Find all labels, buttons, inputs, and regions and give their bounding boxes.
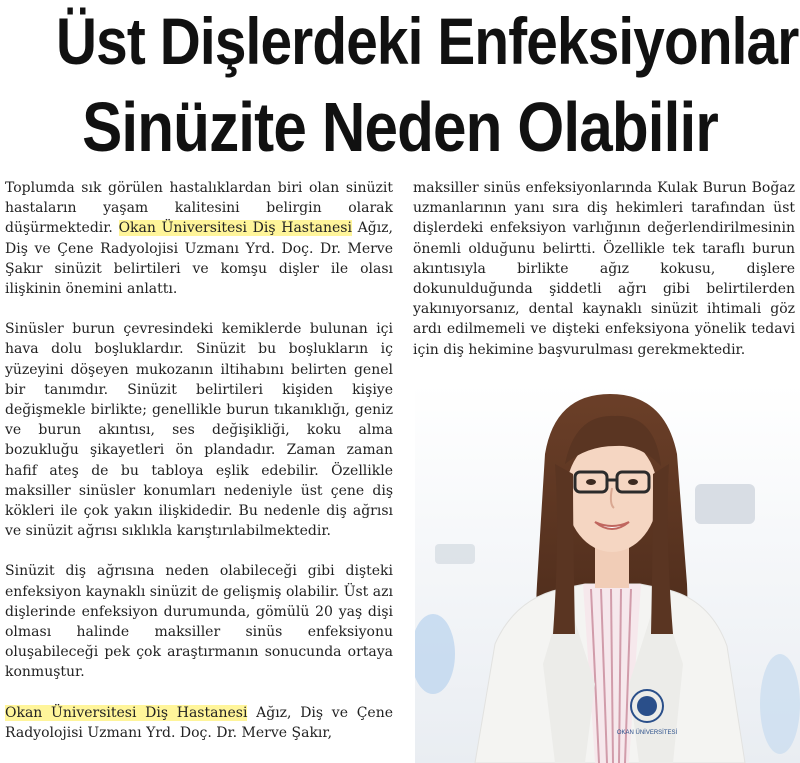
paragraph-sinus-definition: Sinüsler burun çevresindeki kemiklerde bulunan içi hava dolu boşluklardır. Sinüzit bu boşlukların iç yüzeyini döşeyen mukozanın iltihabını belirten genel bir tanımdır. Sinüzit belirtileri kişiden kişiye değişmekle birlikte; genellikle burun tıkanıklığı, geniz ve burun akıntısı, ses değişikliği, koku alma bozukluğu şikayetleri ön plandadır. Zaman zaman hafif ateş de bu tabloya eşlik edebilir. Özellikle maksiller sinüsler konumları nedeniyle üst çene diş kökleri ile çok yakın ilişkidedir. Bu nedenle diş ağrısı ve sinüzit ağrısı sıklıkla karıştırılabilmektedir. bbox=[5, 321, 393, 540]
expert-text: Ağız, Diş ve Çene Radyolojisi Uzmanı Yrd. Doç. Dr. Merve Şakır, bbox=[5, 704, 393, 741]
intro-text-b: Ağız, Diş ve Çene Radyolojisi Uzmanı Yrd. Doç. Dr. Merve Şakır sinüzit belirtileri ve komşu dişler ile olası ilişkinin önemini anlattı. bbox=[5, 220, 394, 298]
paragraph-continuation: maksiller sinüs enfeksiyonlarında Kulak Burun Boğaz uzmanlarının yanı sıra diş hekimleri tarafından üst dişlerdeki enfeksiyon varlığının değerlendirilmesinin önemli olduğunu belirtti. Özellikle tek taraflı burun akıntısıyla birlikte ağız kokusu, dişlere dokunulduğunda şiddetli ağrı gibi belirtilerden yakınıyorsanız, dental kaynaklı sinüzit ihtimali göz ardı edilmemeli ve dişteki enfeksiyona yönelik tedavi için diş hekimine başvurulması gerekmektedir. bbox=[413, 180, 795, 358]
paragraph-tooth-infection: Sinüzit diş ağrısına neden olabileceği gibi dişteki enfeksiyon kaynaklı sinüzit de gelişmiş olabilir. Üst azı dişlerinde enfeksiyon durumunda, gömülü 20 yaş dişi olması halinde maksiller sinüs enfeksiyonu oluşabileceği pek çok araştırmanın sonucunda ortaya konmuştur. bbox=[5, 563, 393, 681]
dental-lamp-shape bbox=[695, 484, 755, 524]
logo-text: OKAN ÜNİVERSİTESİ bbox=[616, 730, 678, 736]
hospital-name-highlight: Okan Üniversitesi Diş Hastanesi bbox=[5, 704, 248, 721]
paragraph-expert-quote bbox=[5, 703, 393, 743]
doctor-portrait-photo bbox=[415, 384, 800, 763]
article-left-column bbox=[5, 178, 393, 763]
paragraph-intro bbox=[5, 178, 393, 299]
headline-line-1: Üst Dişlerdeki Enfeksiyonlar bbox=[56, 4, 799, 78]
headline-line-2: Sinüzite Neden Olabilir bbox=[82, 88, 718, 166]
hospital-name-highlight: Okan Üniversitesi Diş Hastanesi bbox=[118, 220, 352, 237]
intro-text-a: Toplumda sık görülen hastalıklardan biri olan sinüzit hastaların yaşam kalitesini belirgin olarak düşürmektedir. bbox=[5, 180, 393, 237]
article-right-column bbox=[413, 178, 795, 380]
